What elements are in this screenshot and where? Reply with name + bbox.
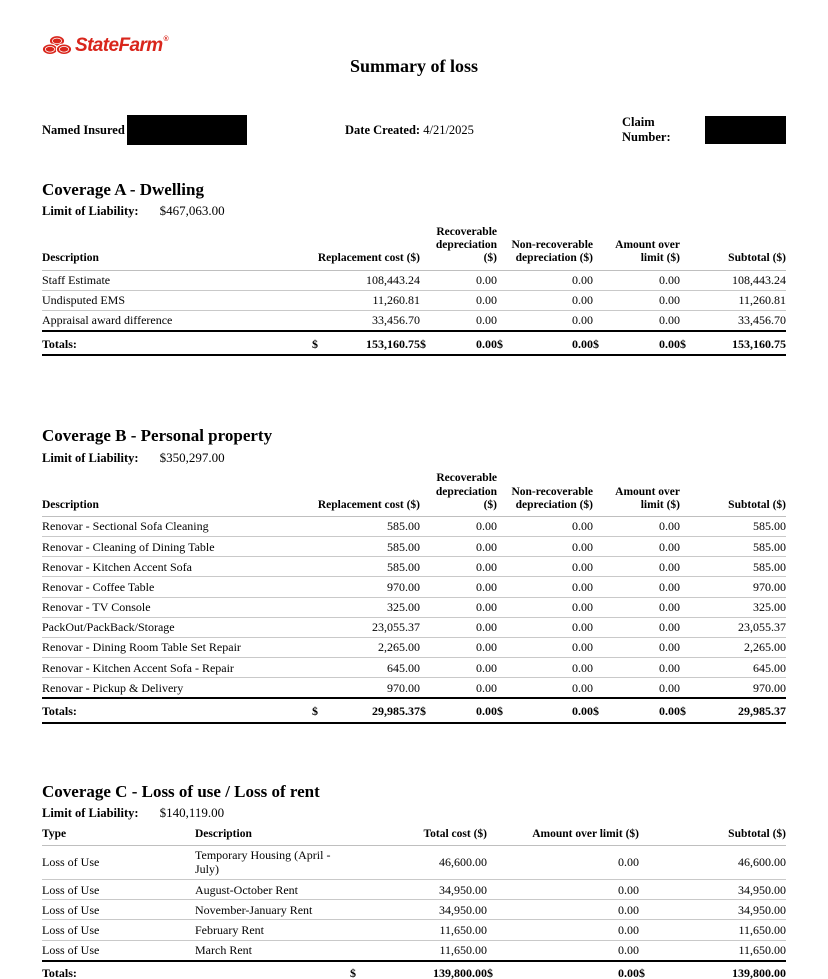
cell-label: November-January Rent (195, 900, 350, 920)
totals-amount (350, 961, 487, 979)
totals-amount-value: 0.00 (618, 966, 639, 979)
limit-of-liability-value: $350,297.00 (159, 449, 225, 465)
cell-label: Loss of Use (42, 900, 195, 920)
cell-amount: 970.00 (680, 577, 786, 597)
totals-amount (593, 331, 680, 355)
coverage-a-heading: Coverage A - Dwelling (42, 180, 204, 199)
cell-amount: 0.00 (497, 637, 593, 657)
cell-amount: 0.00 (593, 577, 680, 597)
cell-label: Renovar - Sectional Sofa Cleaning (42, 516, 312, 536)
column-header: Recoverable depreciation ($) (420, 472, 497, 516)
claim-number-field (622, 115, 786, 145)
cell-label: Appraisal award difference (42, 310, 312, 331)
coverage-a-section (42, 180, 786, 356)
cell-amount: 0.00 (420, 537, 497, 557)
cell-amount: 0.00 (497, 577, 593, 597)
cell-amount: 325.00 (312, 597, 420, 617)
totals-amount (497, 698, 593, 722)
table-row (42, 637, 786, 657)
cell-amount: 0.00 (420, 516, 497, 536)
cell-amount: 11,260.81 (312, 290, 420, 310)
cell-amount: 0.00 (497, 597, 593, 617)
cell-amount: 11,650.00 (350, 920, 487, 940)
cell-amount: 0.00 (497, 678, 593, 699)
cell-amount: 0.00 (487, 940, 639, 961)
cell-amount: 34,950.00 (350, 900, 487, 920)
registered-trademark-symbol: ® (163, 36, 169, 43)
table-row (42, 880, 786, 900)
currency-symbol: $ (420, 703, 426, 718)
currency-symbol: $ (350, 966, 356, 979)
limit-of-liability-value: $467,063.00 (159, 203, 225, 219)
totals-amount (593, 698, 680, 722)
column-header: Description (42, 472, 312, 516)
coverage-b-limit (42, 450, 786, 467)
cell-amount: 585.00 (680, 537, 786, 557)
table-row (42, 658, 786, 678)
column-header: Non-recoverable depreciation ($) (497, 472, 593, 516)
coverage-table (42, 226, 786, 356)
date-created-label: Date Created: (345, 122, 421, 137)
totals-amount-value: 0.00 (659, 703, 680, 718)
cell-amount: 325.00 (680, 597, 786, 617)
cell-amount: 46,600.00 (639, 845, 786, 879)
cell-label: Renovar - Dining Room Table Set Repair (42, 637, 312, 657)
cell-amount: 11,650.00 (639, 940, 786, 961)
totals-amount (680, 698, 786, 722)
cell-amount: 0.00 (487, 900, 639, 920)
cell-amount: 0.00 (487, 845, 639, 879)
cell-amount: 970.00 (680, 678, 786, 699)
cell-amount: 46,600.00 (350, 845, 487, 879)
cell-amount: 0.00 (593, 537, 680, 557)
cell-amount: 23,055.37 (680, 617, 786, 637)
table-header-row (42, 472, 786, 516)
cell-label: Loss of Use (42, 845, 195, 879)
cell-amount: 11,650.00 (350, 940, 487, 961)
currency-symbol: $ (312, 336, 318, 351)
table-header-row (42, 226, 786, 270)
cell-amount: 108,443.24 (680, 270, 786, 290)
table-row (42, 310, 786, 331)
column-header: Amount over limit ($) (593, 472, 680, 516)
table-row (42, 617, 786, 637)
cell-label: Renovar - Cleaning of Dining Table (42, 537, 312, 557)
cell-label: February Rent (195, 920, 350, 940)
cell-label: Renovar - Kitchen Accent Sofa (42, 557, 312, 577)
claim-number-redacted-value (705, 116, 786, 144)
cell-amount: 0.00 (497, 516, 593, 536)
cell-amount: 645.00 (312, 658, 420, 678)
cell-amount: 970.00 (312, 577, 420, 597)
coverage-table (42, 472, 786, 723)
cell-amount: 0.00 (420, 597, 497, 617)
cell-amount: 0.00 (593, 290, 680, 310)
cell-amount: 0.00 (497, 310, 593, 331)
limit-of-liability-label: Limit of Liability: (42, 204, 139, 219)
cell-amount: 11,650.00 (639, 920, 786, 940)
totals-amount (487, 961, 639, 979)
cell-amount: 0.00 (420, 617, 497, 637)
cell-amount: 0.00 (420, 270, 497, 290)
document-info-row (42, 115, 786, 145)
table-header-row (42, 828, 786, 846)
cell-amount: 0.00 (593, 557, 680, 577)
currency-symbol: $ (497, 336, 503, 351)
totals-row (42, 961, 786, 979)
cell-amount: 34,950.00 (350, 880, 487, 900)
totals-label: Totals: (42, 961, 350, 979)
cell-amount: 0.00 (497, 658, 593, 678)
cell-label: Temporary Housing (April - July) (195, 845, 350, 879)
totals-amount-value: 0.00 (572, 703, 593, 718)
cell-label: Staff Estimate (42, 270, 312, 290)
totals-amount-value: 153,160.75 (732, 336, 786, 351)
cell-label: Loss of Use (42, 940, 195, 961)
cell-amount: 108,443.24 (312, 270, 420, 290)
cell-amount: 2,265.00 (680, 637, 786, 657)
page-title: Summary of loss (349, 56, 478, 76)
cell-amount: 585.00 (680, 516, 786, 536)
cell-amount: 0.00 (487, 920, 639, 940)
totals-amount-value: 29,985.37 (372, 703, 420, 718)
cell-label: Undisputed EMS (42, 290, 312, 310)
totals-amount-value: 139,800.00 (732, 966, 786, 979)
table-row (42, 290, 786, 310)
coverage-b-section (42, 426, 786, 723)
totals-row (42, 698, 786, 722)
cell-label: August-October Rent (195, 880, 350, 900)
table-row (42, 900, 786, 920)
cell-amount: 585.00 (312, 537, 420, 557)
currency-symbol: $ (420, 336, 426, 351)
coverage-b-heading: Coverage B - Personal property (42, 426, 273, 446)
cell-amount: 0.00 (420, 678, 497, 699)
column-header: Subtotal ($) (680, 226, 786, 270)
cell-amount: 0.00 (593, 617, 680, 637)
table-row (42, 270, 786, 290)
column-header: Amount over limit ($) (487, 828, 639, 846)
cell-amount: 0.00 (497, 617, 593, 637)
totals-amount (497, 331, 593, 355)
date-created-field (345, 123, 622, 138)
totals-amount (420, 331, 497, 355)
cell-amount: 0.00 (497, 290, 593, 310)
cell-amount: 11,260.81 (680, 290, 786, 310)
coverage-a-limit (42, 203, 786, 220)
table-row (42, 516, 786, 536)
cell-label: Loss of Use (42, 920, 195, 940)
totals-amount-value: 153,160.75 (366, 336, 420, 351)
totals-amount-value: 29,985.37 (738, 703, 786, 718)
cell-amount: 0.00 (420, 577, 497, 597)
column-header: Description (195, 828, 350, 846)
cell-amount: 33,456.70 (680, 310, 786, 331)
cell-label: PackOut/PackBack/Storage (42, 617, 312, 637)
cell-amount: 34,950.00 (639, 880, 786, 900)
column-header: Replacement cost ($) (312, 226, 420, 270)
cell-amount: 0.00 (497, 270, 593, 290)
named-insured-label: Named Insured (42, 122, 125, 137)
currency-symbol: $ (639, 966, 645, 979)
cell-amount: 33,456.70 (312, 310, 420, 331)
table-row (42, 920, 786, 940)
column-header: Replacement cost ($) (312, 472, 420, 516)
totals-amount-value: 0.00 (476, 703, 497, 718)
table-row (42, 597, 786, 617)
column-header: Recoverable depreciation ($) (420, 226, 497, 270)
column-header: Amount over limit ($) (593, 226, 680, 270)
column-header: Subtotal ($) (639, 828, 786, 846)
currency-symbol: $ (680, 336, 686, 351)
totals-label: Totals: (42, 331, 312, 355)
totals-amount (420, 698, 497, 722)
cell-label: Loss of Use (42, 880, 195, 900)
cell-amount: 0.00 (593, 637, 680, 657)
cell-label: March Rent (195, 940, 350, 961)
statefarm-wordmark: StateFarm® (75, 35, 169, 56)
table-row (42, 678, 786, 699)
cell-amount: 0.00 (497, 557, 593, 577)
table-row (42, 940, 786, 961)
cell-amount: 0.00 (593, 310, 680, 331)
coverage-b-table-host (42, 472, 786, 723)
totals-amount (312, 698, 420, 722)
column-header: Non-recoverable depreciation ($) (497, 226, 593, 270)
cell-amount: 0.00 (420, 290, 497, 310)
currency-symbol: $ (593, 336, 599, 351)
cell-label: Renovar - Pickup & Delivery (42, 678, 312, 699)
totals-row (42, 331, 786, 355)
cell-amount: 585.00 (312, 516, 420, 536)
cell-label: Renovar - Coffee Table (42, 577, 312, 597)
currency-symbol: $ (680, 703, 686, 718)
cell-amount: 0.00 (420, 557, 497, 577)
totals-amount-value: 0.00 (659, 336, 680, 351)
cell-amount: 645.00 (680, 658, 786, 678)
cell-label: Renovar - TV Console (42, 597, 312, 617)
totals-amount (639, 961, 786, 979)
table-row (42, 577, 786, 597)
column-header: Description (42, 226, 312, 270)
column-header: Type (42, 828, 195, 846)
named-insured-redacted-value (127, 115, 247, 145)
cell-amount: 585.00 (312, 557, 420, 577)
cell-amount: 0.00 (487, 880, 639, 900)
cell-amount: 23,055.37 (312, 617, 420, 637)
totals-amount (680, 331, 786, 355)
totals-amount-value: 0.00 (476, 336, 497, 351)
column-header: Total cost ($) (350, 828, 487, 846)
statefarm-trioval-icon (42, 34, 72, 57)
totals-label: Totals: (42, 698, 312, 722)
currency-symbol: $ (312, 703, 318, 718)
totals-amount-value: 139,800.00 (433, 966, 487, 979)
table-row (42, 557, 786, 577)
cell-amount: 2,265.00 (312, 637, 420, 657)
limit-of-liability-value: $140,119.00 (159, 804, 225, 820)
cell-amount: 0.00 (420, 637, 497, 657)
limit-of-liability-label: Limit of Liability: (42, 805, 139, 820)
cell-amount: 0.00 (593, 658, 680, 678)
date-created-value: 4/21/2025 (423, 122, 474, 137)
cell-amount: 585.00 (680, 557, 786, 577)
table-row (42, 845, 786, 879)
coverage-c-heading: Coverage C - Loss of use / Loss of rent (42, 781, 320, 801)
named-insured-field (42, 115, 345, 145)
cell-amount: 0.00 (593, 597, 680, 617)
coverage-table (42, 828, 786, 979)
statefarm-logo (42, 34, 168, 57)
limit-of-liability-label: Limit of Liability: (42, 450, 139, 465)
claim-number-label: Claim Number: (622, 115, 671, 144)
totals-amount-value: 0.00 (572, 336, 593, 351)
totals-amount (312, 331, 420, 355)
coverage-c-table-host (42, 828, 786, 979)
cell-amount: 0.00 (593, 270, 680, 290)
table-row (42, 537, 786, 557)
column-header: Subtotal ($) (680, 472, 786, 516)
cell-amount: 0.00 (593, 516, 680, 536)
currency-symbol: $ (487, 966, 493, 979)
currency-symbol: $ (593, 703, 599, 718)
cell-label: Renovar - Kitchen Accent Sofa - Repair (42, 658, 312, 678)
coverage-a-table-host (42, 226, 786, 356)
cell-amount: 0.00 (497, 537, 593, 557)
coverage-c-section (42, 782, 786, 979)
cell-amount: 34,950.00 (639, 900, 786, 920)
cell-amount: 0.00 (420, 310, 497, 331)
currency-symbol: $ (497, 703, 503, 718)
cell-amount: 970.00 (312, 678, 420, 699)
cell-amount: 0.00 (420, 658, 497, 678)
coverage-c-limit (42, 805, 786, 822)
cell-amount: 0.00 (593, 678, 680, 699)
